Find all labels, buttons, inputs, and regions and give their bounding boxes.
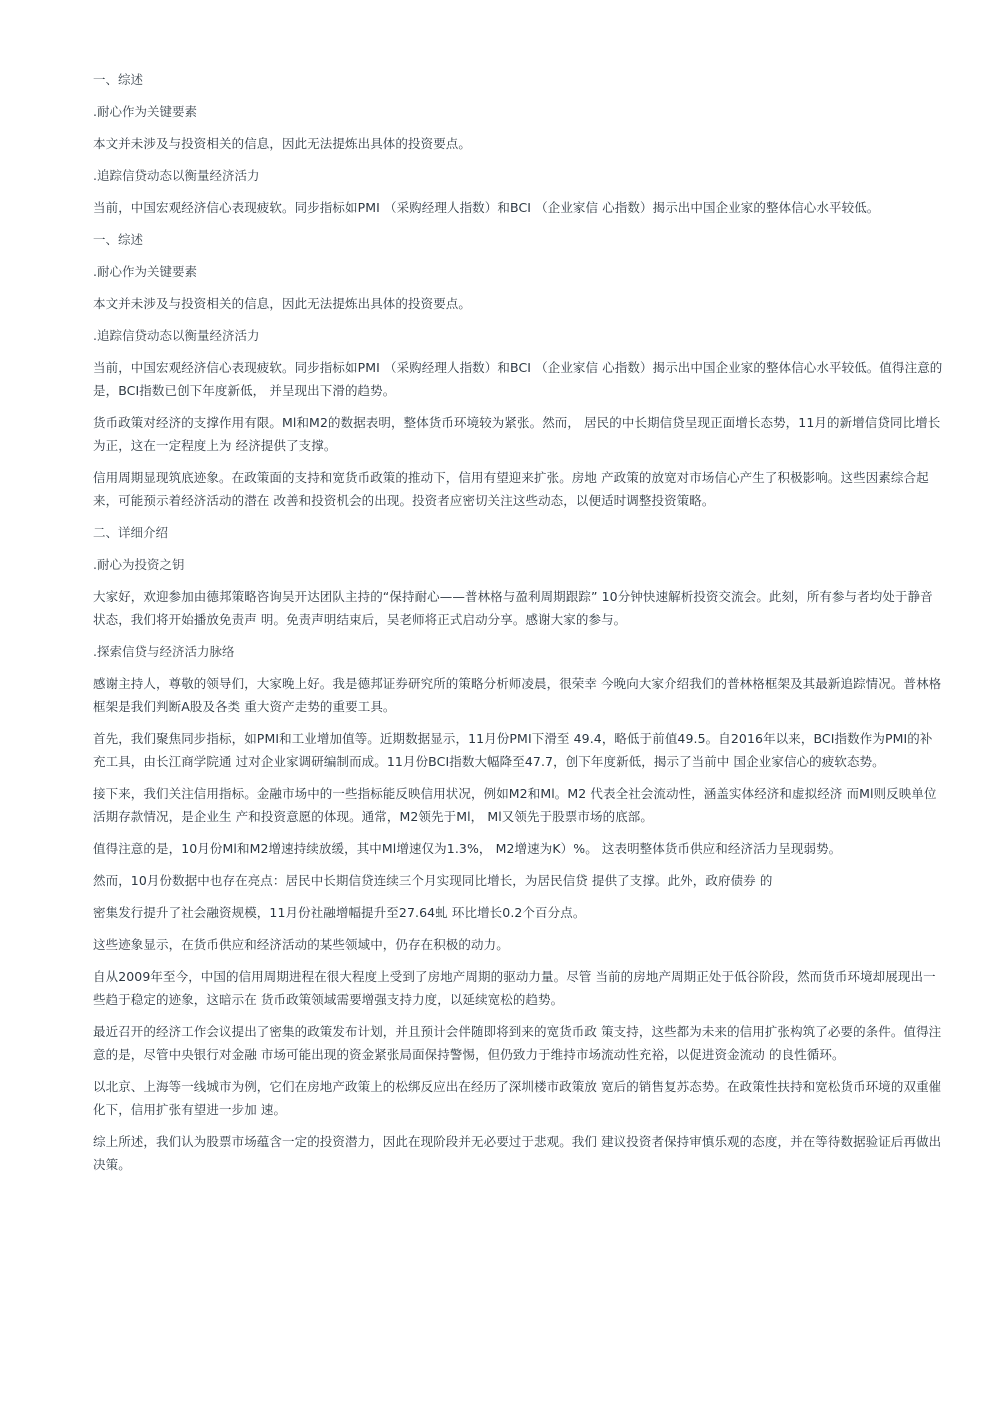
body-paragraph: 货币政策对经济的支撑作用有限。Ml和M2的数据表明，整体货币环境较为紧张。然而， 居民的中长期信贷呈现正面增长态势，11月的新增信贷同比增长为正，这在一定程度上为 经济提供了支撑。 — [93, 415, 941, 453]
section-heading: 一、综述 — [93, 72, 144, 87]
body-paragraph: 信用周期显现筑底迹象。在政策面的支持和宽货币政策的推动下，信用有望迎来扩张。房地 产政策的放宽对市场信心产生了积极影响。这些因素综合起来，可能预示着经济活动的潜在 改善和投资机会的出现。投资者应密切关注这些动态，以便适时调整投资策略。 — [93, 470, 929, 508]
body-paragraph: 接下来，我们关注信用指标。金融市场中的一些指标能反映信用状况，例如M2和Ml。M2 代表全社会流动性，涵盖实体经济和虚拟经济 而Ml则反映单位活期存款情况，是企业生 产和投资意愿的体现。通常，M2领先于Ml， Ml又领先于股票市场的底部。 — [93, 786, 937, 824]
document-body — [93, 68, 943, 1185]
body-paragraph: 大家好，欢迎参加由德邦策略咨询吴开达团队主持的“保持耐心——普林格与盈利周期跟踪” 10分钟快速解析投资交流会。此刻，所有参与者均处于静音状态，我们将开始播放免责声 明。免责声明结束后，吴老师将正式启动分享。感谢大家的参与。 — [93, 589, 933, 627]
body-paragraph: 当前，中国宏观经济信心表现疲软。同步指标如PMI （采购经理人指数）和BCI （企业家信 心指数）揭示出中国企业家的整体信心水平较低。值得注意的是，BCI指数已创下年度新低， 并呈现出下滑的趋势。 — [93, 360, 943, 398]
subsection-heading: .耐心为投资之钥 — [93, 557, 185, 572]
subsection-heading: .追踪信贷动态以衡量经济活力 — [93, 168, 260, 183]
body-paragraph: 最近召开的经济工作会议提出了密集的政策发布计划，并且预计会伴随即将到来的宽货币政 策支持，这些都为未来的信用扩张构筑了必要的条件。值得注意的是，尽管中央银行对金融 市场可能出现的资金紧张局面保持警惕，但仍致力于维持市场流动性充裕，以促进资金流动 的良性循环。 — [93, 1024, 942, 1062]
body-paragraph: 以北京、上海等一线城市为例，它们在房地产政策上的松绑反应出在经历了深圳楼市政策放 宽后的销售复苏态势。在政策性扶持和宽松货币环境的双重催化下，信用扩张有望进一步加 速。 — [93, 1079, 942, 1117]
body-paragraph: 密集发行提升了社会融资规模，11月份社融增幅提升至27.64虬 环比增长0.2个百分点。 — [93, 905, 586, 920]
body-paragraph: 值得注意的是，10月份Ml和M2增速持续放缓，其中Ml增速仅为1.3%， M2增速为K）%。 这表明整体货币供应和经济活力呈现弱势。 — [93, 841, 842, 856]
section-heading: 一、综述 — [93, 232, 144, 247]
body-paragraph: 首先，我们聚焦同步指标，如PMI和工业增加值等。近期数据显示，11月份PMI下滑至 49.4，略低于前值49.5。自2016年以来，BCI指数作为PMI的补充工具，由长江商学院通 过对企业家调研编制而成。11月份BCI指数大幅降至47.7，创下年度新低，揭示了当前中 国企业家信心的疲软态势。 — [93, 731, 933, 769]
section-heading: 二、详细介绍 — [93, 525, 169, 540]
body-paragraph: 当前，中国宏观经济信心表现疲软。同步指标如PMI （采购经理人指数）和BCI （企业家信 心指数）揭示出中国企业家的整体信心水平较低。 — [93, 200, 880, 215]
body-paragraph: 综上所述，我们认为股票市场蕴含一定的投资潜力，因此在现阶段并无必要过于悲观。我们 建议投资者保持审慎乐观的态度，并在等待数据验证后再做出决策。 — [93, 1134, 942, 1172]
body-paragraph: 自从2009年至今，中国的信用周期进程在很大程度上受到了房地产周期的驱动力量。尽管 当前的房地产周期正处于低谷阶段，然而货币环境却展现出一些趋于稳定的迹象，这暗示在 货币政策领域需要增强支持力度，以延续宽松的趋势。 — [93, 969, 936, 1007]
body-paragraph: 本文并未涉及与投资相关的信息，因此无法提炼出具体的投资要点。 — [93, 296, 472, 311]
subsection-heading: .耐心作为关键要素 — [93, 264, 197, 279]
body-paragraph: 然而，10月份数据中也存在亮点：居民中长期信贷连续三个月实现同比增长，为居民信贷 提供了支撑。此外，政府债券 的 — [93, 873, 773, 888]
subsection-heading: .追踪信贷动态以衡量经济活力 — [93, 328, 260, 343]
subsection-heading: .耐心作为关键要素 — [93, 104, 197, 119]
body-paragraph: 感谢主持人，尊敬的领导们，大家晚上好。我是德邦证券研究所的策略分析师凌晨，很荣幸 今晚向大家介绍我们的普林格框架及其最新追踪情况。普林格框架是我们判断A股及各类 重大资产走势的重要工具。 — [93, 676, 942, 714]
body-paragraph: 这些迹象显示，在货币供应和经济活动的某些领域中，仍存在积极的动力。 — [93, 937, 509, 952]
body-paragraph: 本文并未涉及与投资相关的信息，因此无法提炼出具体的投资要点。 — [93, 136, 472, 151]
subsection-heading: .探索信贷与经济活力脉络 — [93, 644, 235, 659]
